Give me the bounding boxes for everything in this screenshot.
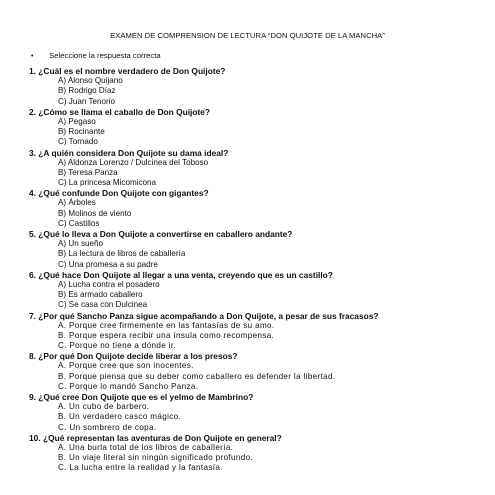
answer-option-c: C. Porque lo mandó Sancho Panza. bbox=[58, 381, 199, 391]
answer-option-b: B) Rodrigo Díaz bbox=[58, 86, 116, 96]
question-9 bbox=[29, 392, 479, 433]
instruction-text: Seleccione la respuesta correcta bbox=[49, 51, 161, 60]
answer-option-b: B) La lectura de libros de caballería bbox=[58, 249, 186, 259]
answer-option-a: A. Porque cree firmemente en las fantasías de su amo. bbox=[58, 320, 275, 330]
question-text: 7. ¿Por qué Sancho Panza sigue acompañando a Don Quijote, a pesar de sus fracasos? bbox=[29, 310, 379, 321]
question-3 bbox=[29, 148, 479, 189]
question-text: 9. ¿Qué cree Don Quijote que es el yelmo de Mambrino? bbox=[29, 392, 254, 402]
question-8 bbox=[29, 351, 479, 392]
instruction-line bbox=[31, 51, 161, 60]
question-6 bbox=[29, 270, 479, 311]
question-text: 10. ¿Qué representan las aventuras de Don Quijote en general? bbox=[29, 432, 282, 443]
question-text: 5. ¿Qué lo lleva a Don Quijote a convertirse en caballero andante? bbox=[29, 229, 293, 239]
answer-option-c: C) Tornado bbox=[58, 137, 98, 147]
answer-option-a: A) Lucha contra el posadero bbox=[58, 279, 160, 289]
answer-option-c: C) Se casa con Dulcinea bbox=[58, 300, 148, 310]
answer-option-c: C) La princesa Micomicona bbox=[58, 178, 157, 188]
question-4 bbox=[29, 188, 479, 229]
question-list bbox=[29, 66, 479, 474]
question-1 bbox=[29, 66, 479, 107]
question-text: 2. ¿Cómo se llama el caballo de Don Quijote? bbox=[29, 106, 211, 117]
answer-option-b: B. Un verdadero casco mágico. bbox=[58, 412, 182, 422]
answer-option-a: A) Un sueño bbox=[58, 239, 103, 249]
answer-option-b: B. Porque espera recibir una ínsula como recompensa. bbox=[58, 330, 275, 340]
answer-option-c: C) Una promesa a su padre bbox=[58, 259, 158, 269]
answer-option-a: A) Aldonza Lorenzo / Dulcinea del Toboso bbox=[58, 157, 209, 167]
answer-option-a: A) Árboles bbox=[58, 198, 96, 208]
answer-option-b: B) Rocinante bbox=[58, 127, 105, 137]
exam-title: EXAMEN DE COMPRENSION DE LECTURA “DON QUIJOTE DE LA MANCHA” bbox=[110, 31, 385, 40]
question-text: 6. ¿Qué hace Don Quijote al llegar a una venta, creyendo que es un castillo? bbox=[29, 269, 333, 280]
answer-option-a: A. Una burla total de los libros de caballería. bbox=[58, 442, 234, 452]
answer-option-c: C. Un sombrero de copa. bbox=[58, 422, 157, 432]
answer-option-b: B. Un viaje literal sin ningún significado profundo. bbox=[58, 453, 254, 463]
answer-option-b: B) Teresa Panza bbox=[58, 167, 118, 177]
answer-option-b: B) Molinos de viento bbox=[58, 208, 132, 218]
answer-option-a: A. Porque cree que son inocentes. bbox=[58, 361, 194, 371]
answer-option-b: B. Porque piensa que su deber como caballero es defender la libertad. bbox=[58, 371, 336, 381]
bullet-icon: • bbox=[31, 53, 34, 60]
answer-option-b: B) Es armado caballero bbox=[58, 290, 143, 300]
answer-option-c: C) Castillos bbox=[58, 218, 100, 228]
question-text: 4. ¿Qué confunde Don Quijote con gigantes? bbox=[29, 188, 209, 199]
question-10 bbox=[29, 433, 479, 474]
answer-option-a: A. Un cubo de barbero. bbox=[58, 402, 150, 412]
answer-option-c: C) Juan Tenorio bbox=[58, 96, 115, 106]
answer-option-c: C. Porque no tiene a dónde ir. bbox=[58, 341, 177, 351]
question-2 bbox=[29, 107, 479, 148]
question-text: 3. ¿A quién considera Don Quijote su dama ideal? bbox=[29, 147, 229, 158]
question-7 bbox=[29, 311, 479, 352]
answer-option-a: A) Pegaso bbox=[58, 116, 96, 126]
question-5 bbox=[29, 229, 479, 270]
question-text: 1. ¿Cuál es el nombre verdadero de Don Quijote? bbox=[29, 66, 226, 76]
question-text: 8. ¿Por qué Don Quijote decide liberar a los presos? bbox=[29, 351, 238, 362]
answer-option-c: C. La lucha entre la realidad y la fantasía. bbox=[58, 463, 223, 473]
answer-option-a: A) Alonso Quijano bbox=[58, 76, 123, 86]
